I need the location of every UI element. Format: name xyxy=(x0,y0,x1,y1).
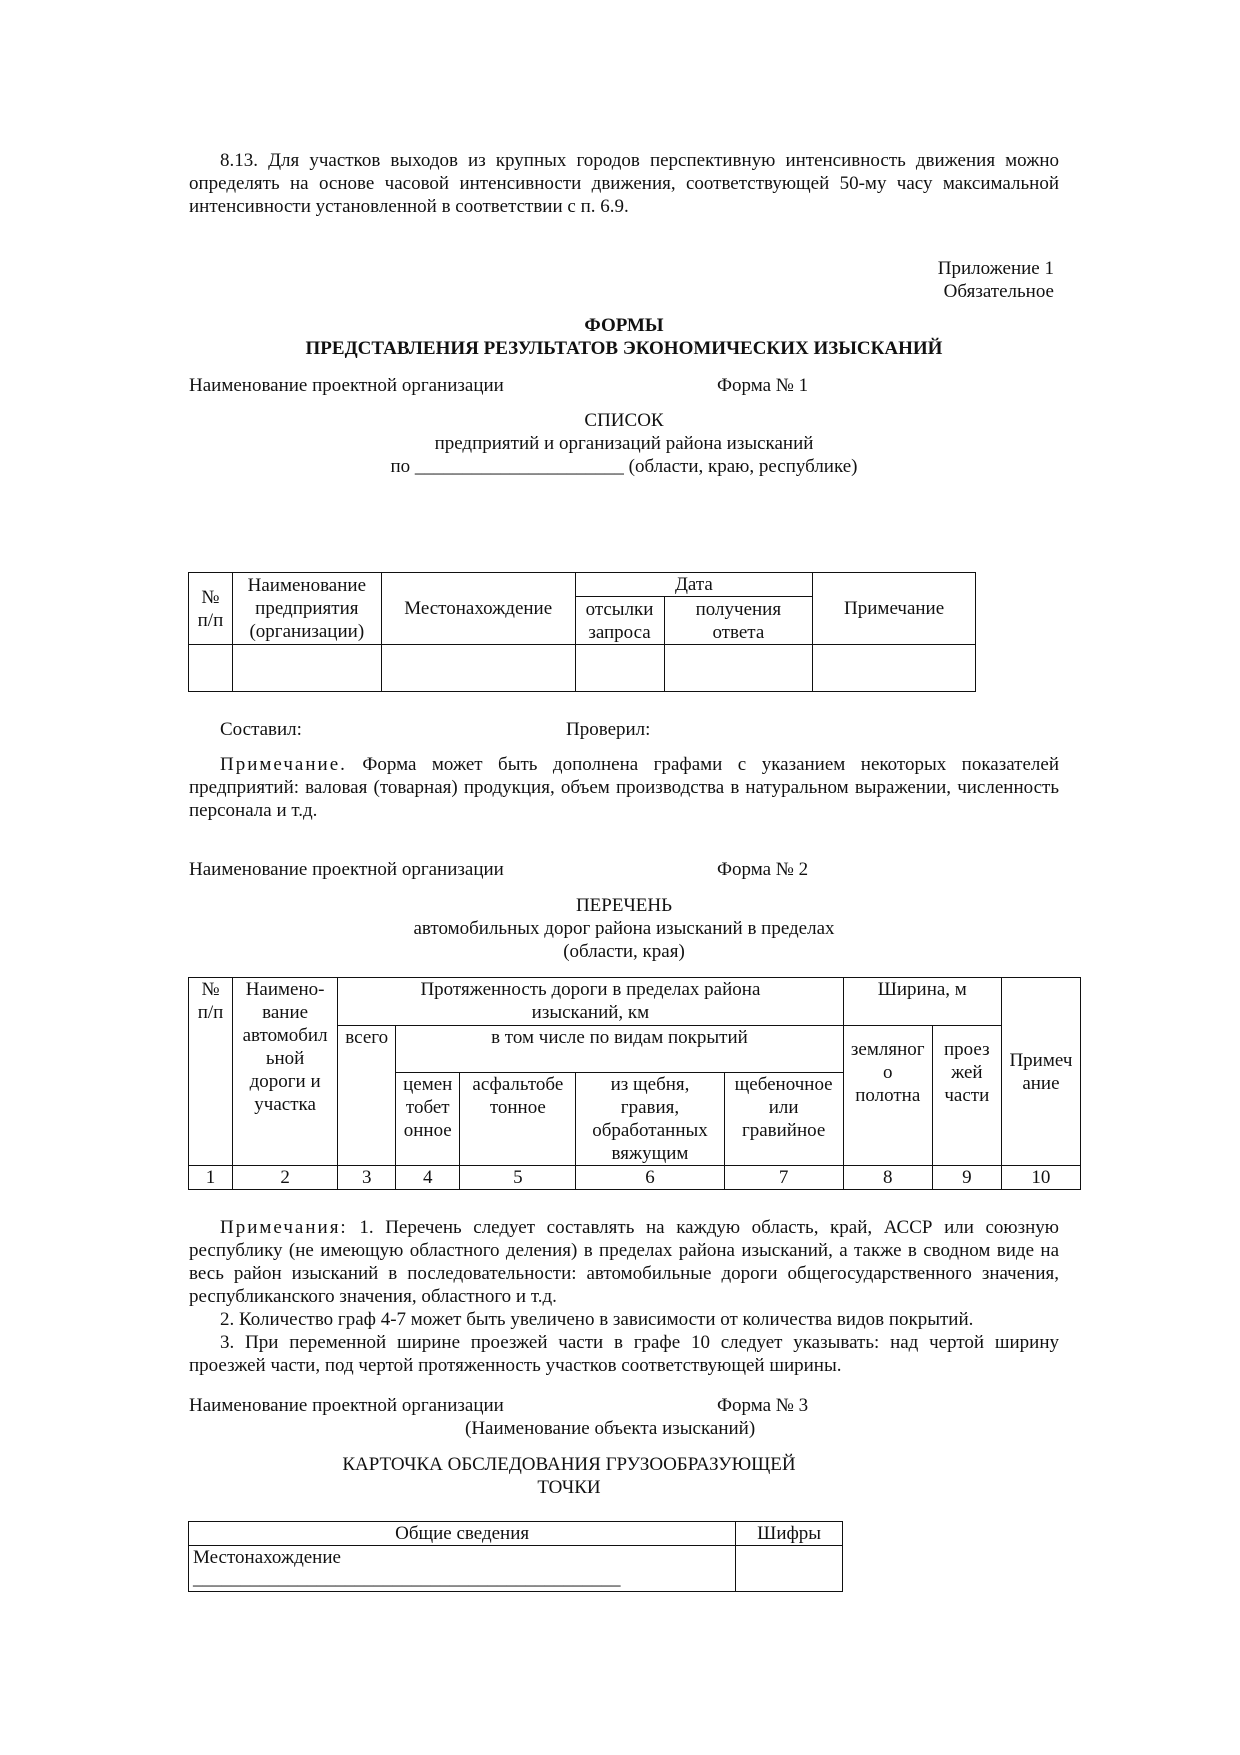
header-date-received-line1: получения xyxy=(695,598,782,620)
appendix-number: Приложение 1 xyxy=(937,258,1054,279)
header-cement-concrete xyxy=(396,1073,460,1166)
header-asphalt-line1: асфальтобе xyxy=(472,1074,564,1095)
header-width-group xyxy=(843,978,1001,1026)
form3-table xyxy=(188,1521,843,1592)
table-row xyxy=(189,1546,843,1592)
header-date-received xyxy=(664,597,813,645)
header-roadbed-line1: земляног xyxy=(850,1039,925,1060)
form2-subtitle: автомобильных дорог района изысканий в пределах xyxy=(413,918,835,939)
location-cell xyxy=(189,1546,736,1592)
form1-title-block xyxy=(189,409,1059,478)
cell xyxy=(232,645,381,692)
form1-note-text: Форма может быть дополнена графами с указанием некоторых показателей предприятий: валовая (товарная) продукция, объем производства в натуральном выражении, численность персонала и т.д. xyxy=(189,754,1059,821)
form1-subtitle: предприятий и организаций района изысканий xyxy=(434,433,814,454)
header-num xyxy=(189,573,233,645)
header-width-label: Ширина, м xyxy=(877,979,967,1000)
column-number: 8 xyxy=(843,1166,932,1190)
header-road-name-line: вание xyxy=(262,1002,309,1023)
header-general-info: Общие сведения xyxy=(189,1522,736,1546)
form2-title-block xyxy=(189,894,1059,963)
header-num xyxy=(189,978,233,1166)
form2-title: ПЕРЕЧЕНЬ xyxy=(575,895,673,916)
header-crushed-treated-line2: гравия, xyxy=(620,1097,680,1118)
form2-note-2-text: 2. Количество граф 4-7 может быть увеличено в зависимости от количества видов покрытий. xyxy=(220,1309,974,1330)
form1-note-label: Примечание. xyxy=(220,754,347,775)
codes-cell xyxy=(736,1546,843,1592)
header-road-name xyxy=(233,978,338,1166)
form3-title-line1: КАРТОЧКА ОБСЛЕДОВАНИЯ ГРУЗООБРАЗУЮЩЕЙ xyxy=(342,1454,796,1475)
header-cement-line1: цемен xyxy=(403,1074,453,1095)
header-roadbed-line2: о xyxy=(882,1062,893,1083)
header-road-name-line: ьной xyxy=(265,1048,305,1069)
column-number: 3 xyxy=(338,1166,396,1190)
form3-object-label: (Наименование объекта изысканий) xyxy=(465,1418,756,1439)
header-note: Примечание xyxy=(813,573,976,645)
header-crushed-treated xyxy=(576,1073,724,1166)
form2-notes-label: Примечания: xyxy=(220,1217,348,1238)
location-blank-line[interactable]: _____________________________________________ xyxy=(193,1568,621,1589)
table-row xyxy=(189,645,976,692)
form1-title: СПИСОК xyxy=(584,410,664,431)
header-carriageway-line1: проез xyxy=(944,1039,990,1060)
column-number: 10 xyxy=(1001,1166,1080,1190)
header-carriageway-line3: части xyxy=(944,1085,990,1106)
column-number: 4 xyxy=(396,1166,460,1190)
header-by-surface: в том числе по видам покрытий xyxy=(396,1026,843,1073)
header-carriageway-line2: жей xyxy=(951,1062,983,1083)
column-number: 6 xyxy=(576,1166,724,1190)
header-road-name-line: Наимено- xyxy=(245,979,325,1000)
form2-table xyxy=(188,977,1081,1190)
form3-number: Форма № 3 xyxy=(717,1395,809,1416)
cell xyxy=(381,645,575,692)
form1-region-line: по ______________________ (области, краю, республике) xyxy=(390,456,858,477)
header-road-name-line: участка xyxy=(254,1094,316,1115)
header-asphalt-line2: тонное xyxy=(489,1097,546,1118)
header-cement-line2: тобет xyxy=(405,1097,450,1118)
header-total: всего xyxy=(338,1026,396,1166)
form2-org-label: Наименование проектной организации xyxy=(189,859,504,880)
header-note-line2: ание xyxy=(1022,1072,1060,1094)
header-crushed-treated-line4: вяжущим xyxy=(611,1143,689,1164)
header-location: Местонахождение xyxy=(381,573,575,645)
appendix-label xyxy=(938,257,1054,303)
header-note xyxy=(1001,978,1080,1166)
column-numbers-row xyxy=(189,1166,1081,1190)
form2-note-1-text: 1. Перечень следует составлять на каждую область, край, АССР или союзную республику (не имеющую областного деления) в пределах района изысканий, а также в сводном виде на весь район изысканий в последовательности: автомобильные дороги общегосударственного значения, республиканского значения, областного и т.д. xyxy=(189,1217,1059,1307)
form2-note-1 xyxy=(189,1216,1059,1308)
header-length-line2: изысканий, км xyxy=(531,1002,650,1023)
main-title-line2: ПРЕДСТАВЛЕНИЯ РЕЗУЛЬТАТОВ ЭКОНОМИЧЕСКИХ ИЗЫСКАНИЙ xyxy=(305,338,943,359)
column-number: 7 xyxy=(724,1166,843,1190)
cell xyxy=(664,645,813,692)
header-carriageway-width xyxy=(932,1026,1001,1166)
header-cement-line3: онное xyxy=(403,1120,452,1141)
header-road-name-line: дороги и xyxy=(249,1071,321,1092)
column-number: 9 xyxy=(932,1166,1001,1190)
form2-note-3-text: 3. При переменной ширине проезжей части в графе 10 следует указывать: над чертой ширину проезжей части, под чертой протяженность участков соответствующей ширины. xyxy=(189,1332,1059,1376)
form2-notes xyxy=(189,1216,1059,1377)
header-date-sent xyxy=(575,597,664,645)
header-num-line2: п/п xyxy=(197,1002,224,1023)
header-road-name-line: автомобил xyxy=(242,1025,328,1046)
form3-title-block xyxy=(189,1453,1059,1499)
main-title-line1: ФОРМЫ xyxy=(584,315,664,336)
header-date-sent-line1: отсылки xyxy=(585,598,654,620)
compiled-by-label: Составил: xyxy=(220,719,302,740)
header-note-line1: Примеч xyxy=(1009,1049,1073,1071)
header-length-group xyxy=(338,978,844,1026)
header-crushed-gravel-line2: или xyxy=(768,1097,799,1118)
header-asphalt-concrete xyxy=(460,1073,576,1166)
header-num-line1: № xyxy=(201,586,220,608)
section-8-13-text: 8.13. Для участков выходов из крупных городов перспективную интенсивность движения можно определять на основе часовой интенсивности движения, соответствующей 50-му часу максимальной интенсивности установленной в соответствии с п. 6.9. xyxy=(189,150,1059,217)
header-crushed-treated-line3: обработанных xyxy=(592,1120,708,1141)
form1-table xyxy=(188,572,976,692)
header-codes: Шифры xyxy=(736,1522,843,1546)
header-date-received-line2: ответа xyxy=(712,621,765,643)
form1-note xyxy=(189,753,1059,822)
header-date: Дата xyxy=(575,573,813,597)
column-number: 2 xyxy=(233,1166,338,1190)
checked-by-label: Проверил: xyxy=(566,719,651,740)
column-number: 1 xyxy=(189,1166,233,1190)
column-number: 5 xyxy=(460,1166,576,1190)
header-crushed-gravel xyxy=(724,1073,843,1166)
header-enterprise-name xyxy=(232,573,381,645)
header-crushed-treated-line1: из щебня, xyxy=(610,1074,690,1095)
cell xyxy=(575,645,664,692)
header-crushed-gravel-line1: щебеночное xyxy=(734,1074,833,1095)
form2-number: Форма № 2 xyxy=(717,859,809,880)
form2-note-3 xyxy=(189,1331,1059,1377)
main-title xyxy=(189,314,1059,360)
header-date-sent-line2: запроса xyxy=(588,621,651,643)
section-8-13-paragraph xyxy=(189,149,1059,218)
cell xyxy=(813,645,976,692)
header-roadbed-line3: полотна xyxy=(855,1085,921,1106)
header-crushed-gravel-line3: гравийное xyxy=(741,1120,826,1141)
appendix-status: Обязательное xyxy=(943,281,1054,302)
form3-title-line2: ТОЧКИ xyxy=(537,1477,601,1498)
location-label: Местонахождение xyxy=(193,1547,341,1568)
header-name-line1: Наименование xyxy=(247,575,367,596)
form3-org-label: Наименование проектной организации xyxy=(189,1395,504,1416)
cell xyxy=(189,645,233,692)
form2-subtitle2: (области, края) xyxy=(563,941,685,962)
header-name-line3: (организации) xyxy=(249,621,365,642)
header-num-line1: № xyxy=(201,979,220,1000)
form1-org-label: Наименование проектной организации xyxy=(189,375,504,396)
header-name-line2: предприятия xyxy=(255,598,359,619)
header-length-line1: Протяженность дороги в пределах района xyxy=(420,979,761,1000)
form2-note-2 xyxy=(189,1308,1059,1331)
header-roadbed-width xyxy=(843,1026,932,1166)
form1-number: Форма № 1 xyxy=(717,375,809,396)
header-num-line2: п/п xyxy=(197,609,224,631)
